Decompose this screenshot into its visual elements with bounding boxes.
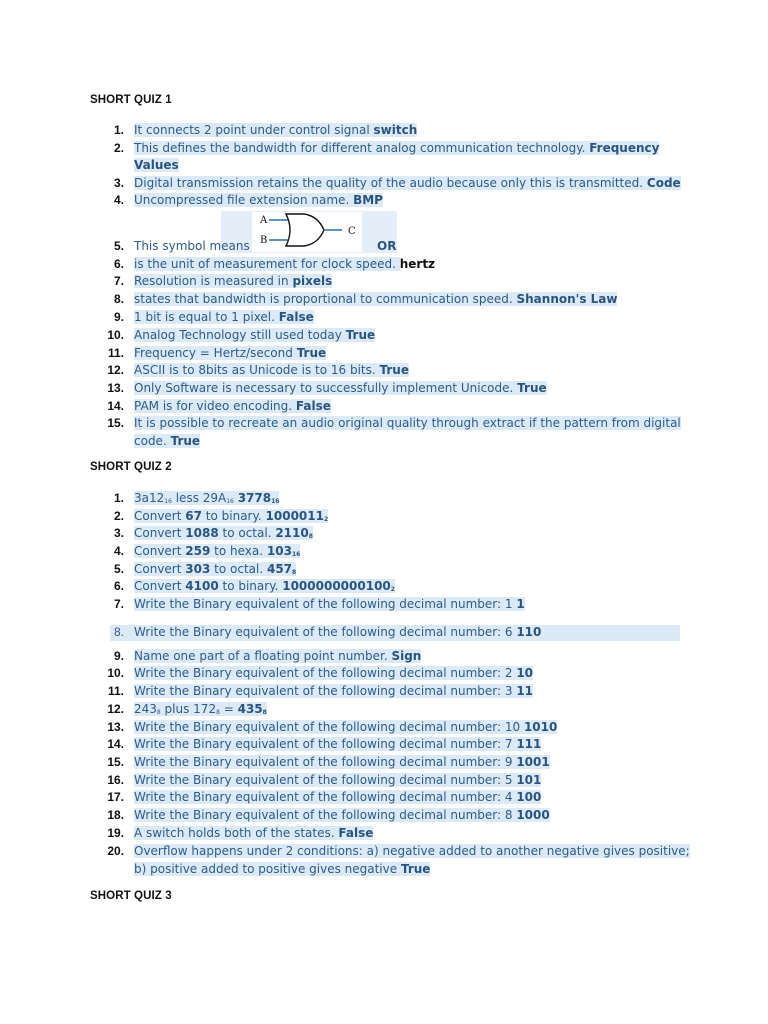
gate-output-c-label: C bbox=[348, 226, 356, 237]
quiz3-heading: SHORT QUIZ 3 bbox=[90, 890, 172, 902]
gate-input-b-label: B bbox=[260, 235, 268, 246]
quiz2-heading: SHORT QUIZ 2 bbox=[90, 461, 172, 473]
gate-input-a-label: A bbox=[260, 215, 268, 226]
quiz1-heading: SHORT QUIZ 1 bbox=[90, 94, 172, 106]
or-gate-icon bbox=[252, 212, 362, 252]
